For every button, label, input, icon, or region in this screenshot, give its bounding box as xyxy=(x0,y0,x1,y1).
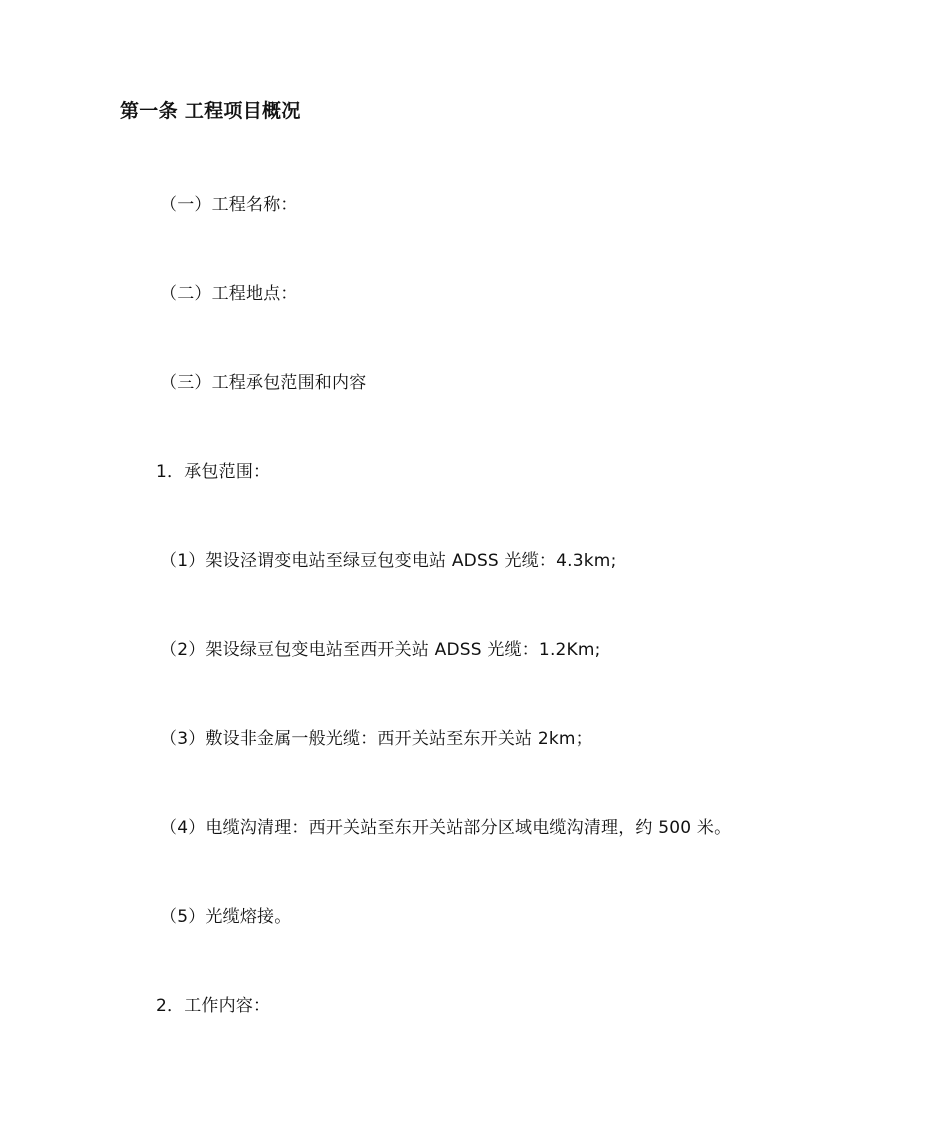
work-content-subheading: 2．工作内容： xyxy=(156,996,271,1016)
scope-item-5: （5）光缆熔接。 xyxy=(160,907,292,927)
section-heading: 第一条 工程项目概况 xyxy=(120,100,301,122)
scope-item-2: （2）架设绿豆包变电站至西开关站 ADSS 光缆：1.2Km; xyxy=(160,640,601,660)
project-name-line: （一）工程名称： xyxy=(160,195,298,215)
project-location-line: （二）工程地点： xyxy=(160,284,298,304)
scope-subheading: 1．承包范围： xyxy=(156,462,271,482)
scope-item-4: （4）电缆沟清理：西开关站至东开关站部分区域电缆沟清理，约 500 米。 xyxy=(160,818,732,838)
project-scope-line: （三）工程承包范围和内容 xyxy=(160,373,367,393)
scope-item-1: （1）架设泾谓变电站至绿豆包变电站 ADSS 光缆：4.3km; xyxy=(160,551,617,571)
scope-item-3: （3）敷设非金属一般光缆：西开关站至东开关站 2km； xyxy=(160,729,593,749)
